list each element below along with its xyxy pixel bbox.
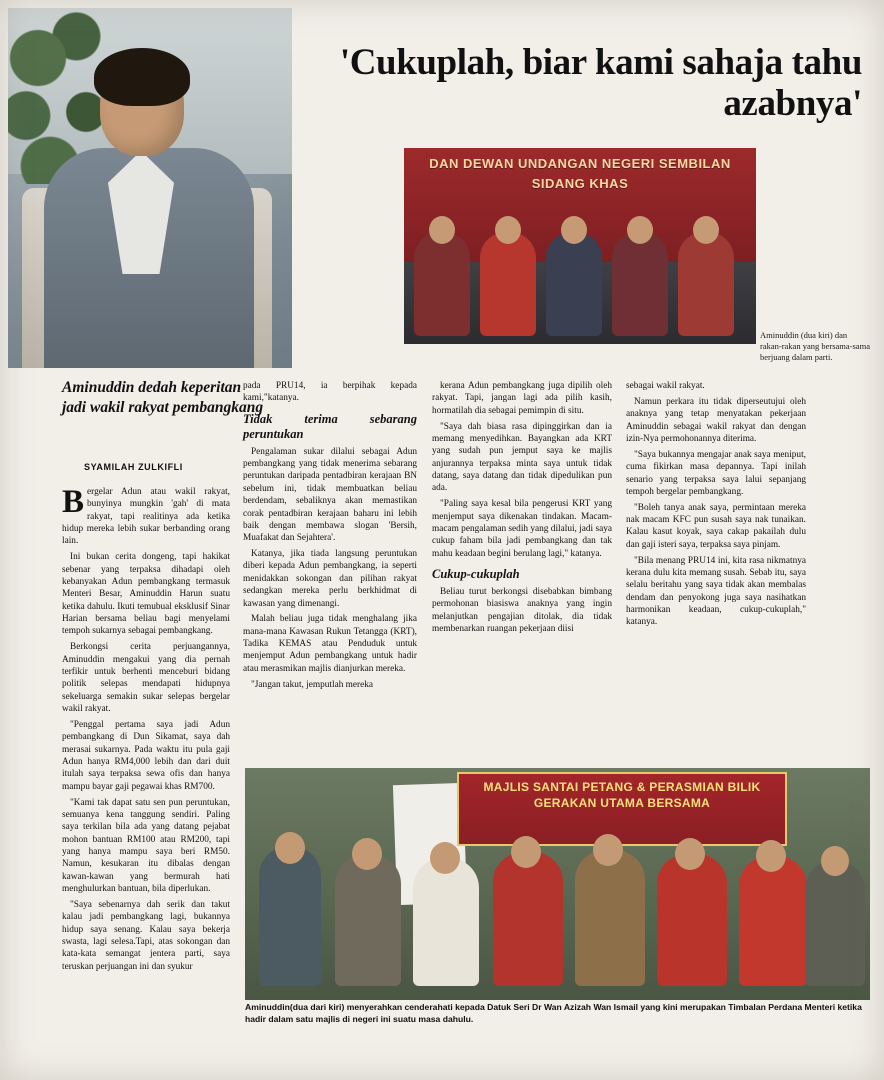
stage-people-row [404,226,756,336]
stage-banner-text: DAN DEWAN UNDANGAN NEGERI SEMBILAN SIDANG KHAS [429,156,731,191]
body-paragraph: "Penggal pertama saya jadi Adun pembangkang di Dun Sikamat, saya dah merasai sukarnya. Pada waktu itu pula gaji Adun hanya RM4,000 lebih dan dari duit itulah saya terpaksa sewa ofis dan hanya mampu bayar gaji pegawai khas RM700. [62,719,230,792]
body-paragraph: sebagai wakil rakyat. [626,381,705,391]
main-portrait-photo [8,8,292,368]
body-paragraph: "Saya dah biasa rasa dipinggirkan dan ia memang menyedihkan. Bayangkan ada KRT yang sudah pun jemput saya ke majlis anjurannya terpaksa minta saya untuk tidak datang, saya datang dan tidak dipedulikan pun ada. [432,421,612,494]
body-paragraph: "Kami tak dapat satu sen pun peruntukan, semuanya kena tanggung sendiri. Paling saya terkilan bila ada yang datang pejabat mohon bantuan RM100 atau RM200, tapi yang hanya mampu saya beri RM50. Namun, kesukaran itu dibalas dengan kawan-kawan yang bermurah hati menghulurkan bantuan, bila diperlukan. [62,797,230,895]
bottom-people-row [245,836,870,986]
body-paragraph: "Bila menang PRU14 ini, kita rasa nikmatnya kerana dulu kita memang susah. Sebab itu, saya selalu beritahu yang saya tidak akan membalas dendam dan penyokong juga saya nasihatkan harmonikan keadaan, cukup-cukuplah," katanya. [626,555,806,628]
body-paragraph: Beliau turut berkongsi disebabkan bimbang permohonan biasiswa anaknya yang ingin melanjutkan pengajian ditolak, dia tidak membenarkan ruangan pekerjaan diisi [432,587,612,635]
body-paragraph: kerana Adun pembangkang juga dipilih oleh rakyat. Tapi, jangan lagi ada pilih kasih, hormatilah dia sebagai pemimpin di situ. [432,381,612,416]
body-column-2 [243,380,417,695]
section-subheading: Cukup-cukuplah [432,567,520,582]
body-column-4 [626,380,806,632]
body-paragraph: Ini bukan cerita dongeng, tapi hakikat sebenar yang terpaksa dihadapi oleh kebanyakan Adun pembangkang termasuk Menteri Besar, Aminuddin Harun suatu ketika dahulu. Ikuti temubual eksklusif Sinar Harian bersama beliau bagi menyelami tempoh sukarnya sebagai pembangkang. [62,552,230,637]
body-paragraph: "Jangan takut, jemputlah mereka [251,679,374,690]
body-column-3 [432,380,612,639]
body-paragraph: Pengalaman sukar dilalui sebagai Adun pembangkang yang tidak menerima sebarang peruntukan daripada pentadbiran kerajaan BN sebelum ini, tidak membuatkan beliau berdendam, sebaliknya akan memastikan corak pentadbiran kerajaan baharu ini lebih baik dengan membawa slogan 'Bersih, Muafakat dan Sejahtera'. [243,446,417,544]
body-paragraph: Berkongsi cerita perjuangannya, Aminuddin mengakui yang dia pernah terfikir untuk berhenti menceburi bidang politik selepas mendapati hidupnya sekeluarga semakin sukar selepas bergelar wakil rakyat. [62,642,230,715]
body-paragraph: pada PRU14, ia berpihak kepada kami,"katanya. [243,381,417,404]
page-title: 'Cukuplah, biar kami sahaja tahu azabnya' [339,42,862,125]
stage-photo-caption: Aminuddin (dua kiri) dan rakan-rakan yang bersama-sama berjuang dalam parti. [760,330,870,363]
body-paragraph: Bergelar Adun atau wakil rakyat, bunyinya mungkin 'gah' di mata rakyat, tapi realitinya ada ketika hidup mereka lebih sukar berbanding orang lain. [62,484,230,547]
body-paragraph: "Saya sebenarnya dah serik dan takut kalau jadi pembangkang lagi, bukannya hidup saya senang. Kalau saya bekerja swasta, lagi selesa.Tapi, atas sokongan dan kata-kata semangat jentera parti, saya teruskan perjuangan ini dan syukur [62,900,230,972]
body-paragraph: Malah beliau juga tidak menghalang jika mana-mana Kawasan Rukun Tetangga (KRT), Tadika KEMAS atau Penduduk untuk menjemput Adun pembangkang untuk hadir atau merasmikan majlis dianjurkan mereka. [243,614,417,674]
byline: SYAMILAH ZULKIFLI [84,462,183,472]
body-paragraph: "Boleh tanya anak saya, permintaan mereka nak macam KFC pun susah saya nak tunaikan. Kalau kasut koyak, saya cakap pakailah dulu dan gaji isteri saya, terpaksa saya pinjam. [626,502,806,550]
bottom-photo-banner [457,772,787,846]
bottom-banner-text: MAJLIS SANTAI PETANG & PERASMIAN BILIK GERAKAN UTAMA BERSAMA [483,780,761,811]
bottom-event-photo [245,768,870,1000]
section-subheading: Tidak terima sebarang peruntukan [243,411,417,441]
article-kicker: Aminuddin dedah keperitan jadi wakil rakyat pembangkang [62,379,264,416]
bottom-photo-caption: Aminuddin(dua dari kiri) menyerahkan cenderahati kepada Datuk Seri Dr Wan Azizah Wan Ismail yang kini merupakan Timbalan Perdana Menteri ketika hadir dalam satu majlis di negeri ini suatu masa dahulu. [245,1002,862,1024]
headline-block [292,42,862,125]
body-paragraph: "Paling saya kesal bila pengerusi KRT yang menjemput saya dikenakan tindakan. Macam-macam pengalaman sedih yang dilalui, jadi saya cukup faham bila jadi pembangkang dan tak mahu keadaan begini berulang lagi," katanya. [432,499,612,559]
body-paragraph: Namun perkara itu tidak diperseutujui oleh anaknya yang tetap menyatakan pekerjaan Aminuddin sebagai wakil rakyat dan dengan izin-Nya permohonannya diterima. [626,396,806,444]
body-paragraph: Katanya, jika tiada langsung peruntukan diberi kepada Adun pembangkang, ia seperti menidakkan sokongan dan pilihan rakyat sedangkan mereka perlu berkhidmat di kawasan yang dimenangi. [243,549,417,609]
body-paragraph: "Saya bukannya mengajar anak saya meniput, cuma fikirkan masa depannya. Tapi inilah senario yang terpaksa saya lalui sepanjang tempoh bergelar pembangkang. [626,449,806,497]
stage-photo [404,148,756,344]
photo-person-hair [94,48,190,106]
body-column-1 [62,486,230,977]
